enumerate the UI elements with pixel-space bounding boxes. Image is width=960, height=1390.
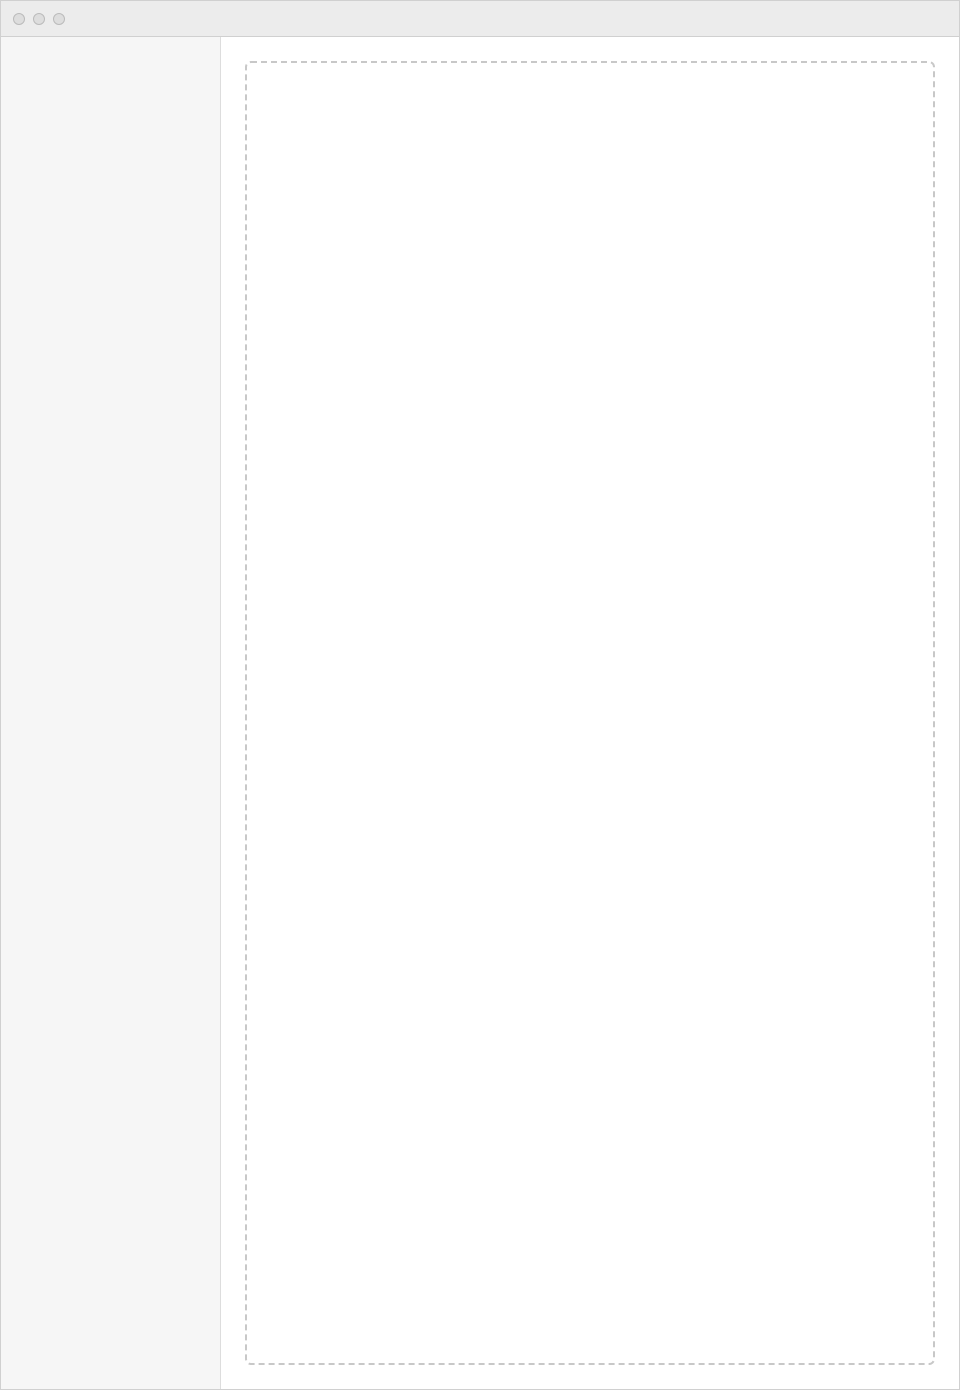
sidebar: [1, 37, 221, 1389]
close-window-icon[interactable]: [13, 13, 25, 25]
minimize-window-icon[interactable]: [33, 13, 45, 25]
title-bar: [1, 1, 959, 37]
window-body: [1, 37, 959, 1389]
content-placeholder: [245, 61, 935, 1365]
maximize-window-icon[interactable]: [53, 13, 65, 25]
main-content: [221, 37, 959, 1389]
